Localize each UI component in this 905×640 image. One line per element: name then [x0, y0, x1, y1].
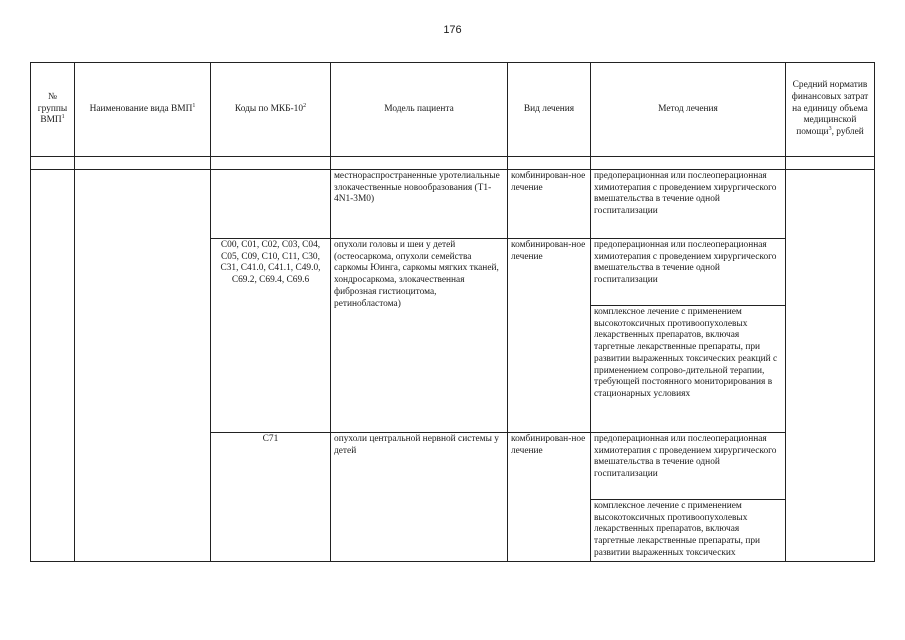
header-group-no: № группы ВМП$^1$ [31, 63, 75, 157]
header-treatment-method: Метод лечения [591, 63, 786, 157]
treatment-method-cell: комплексное лечение с применением высокотоксичных противоопухолевых лекарственных препаратов, включая таргетные лекарственные препараты, при развитии выраженных токсических реакций с применением сопрово-дительной терапии, требующей постоянного мониторирования в стационарных условиях [591, 306, 786, 433]
treatment-method-cell: комплексное лечение с применением высокотоксичных противоопухолевых лекарственных препаратов, включая таргетные лекарственные препараты, при развитии выраженных токсических [591, 500, 786, 562]
header-patient-model: Модель пациента [331, 63, 508, 157]
header-codes: Коды по МКБ-$10^2$ [211, 63, 331, 157]
treatment-type-cell: комбинирован-ное лечение [508, 433, 591, 562]
page-number: 176 [443, 24, 462, 36]
treatment-method-cell: предоперационная или послеоперационная химиотерапия с проведением хирургического вмешательства в течение одной госпитализации [591, 239, 786, 306]
table-row [31, 170, 875, 239]
header-treatment-type: Вид лечения [508, 63, 591, 157]
patient-model-cell: местнораспространенные уротелиальные злокачественные новообразования (T1-4N1-3M0) [331, 170, 508, 239]
treatment-method-cell: предоперационная или послеоперационная химиотерапия с проведением хирургического вмешательства в течение одной госпитализации [591, 170, 786, 239]
cost-cell [786, 170, 875, 562]
treatment-type-cell: комбинирован-ное лечение [508, 170, 591, 239]
treatment-type-cell: комбинирован-ное лечение [508, 239, 591, 433]
name-cell [75, 170, 211, 562]
codes-cell: C00, C01, C02, C03, C04, C05, C09, C10, C11, C30, C31, C41.0, C41.1, C49.0, C69.2, C69.4, C69.6 [211, 239, 331, 433]
column-number-row [31, 157, 875, 170]
header-cost: Средний норматив финансовых затрат на единицу объема медицинской помощи$^3$, рублей [786, 63, 875, 157]
table-header-row [31, 63, 875, 157]
patient-model-cell: опухоли центральной нервной системы у детей [331, 433, 508, 562]
treatment-method-cell: предоперационная или послеоперационная химиотерапия с проведением хирургического вмешательства в течение одной госпитализации [591, 433, 786, 500]
vmp-table [30, 62, 875, 562]
patient-model-cell: опухоли головы и шеи у детей (остеосаркома, опухоли семейства саркомы Юинга, саркомы мягких тканей, хондросаркома, злокачественная фиброзная гистиоцитома, ретинобластома) [331, 239, 508, 433]
header-name: Наименование вида ВМП$^1$ [75, 63, 211, 157]
group-no-cell [31, 170, 75, 562]
codes-cell [211, 170, 331, 239]
codes-cell: C71 [211, 433, 331, 562]
